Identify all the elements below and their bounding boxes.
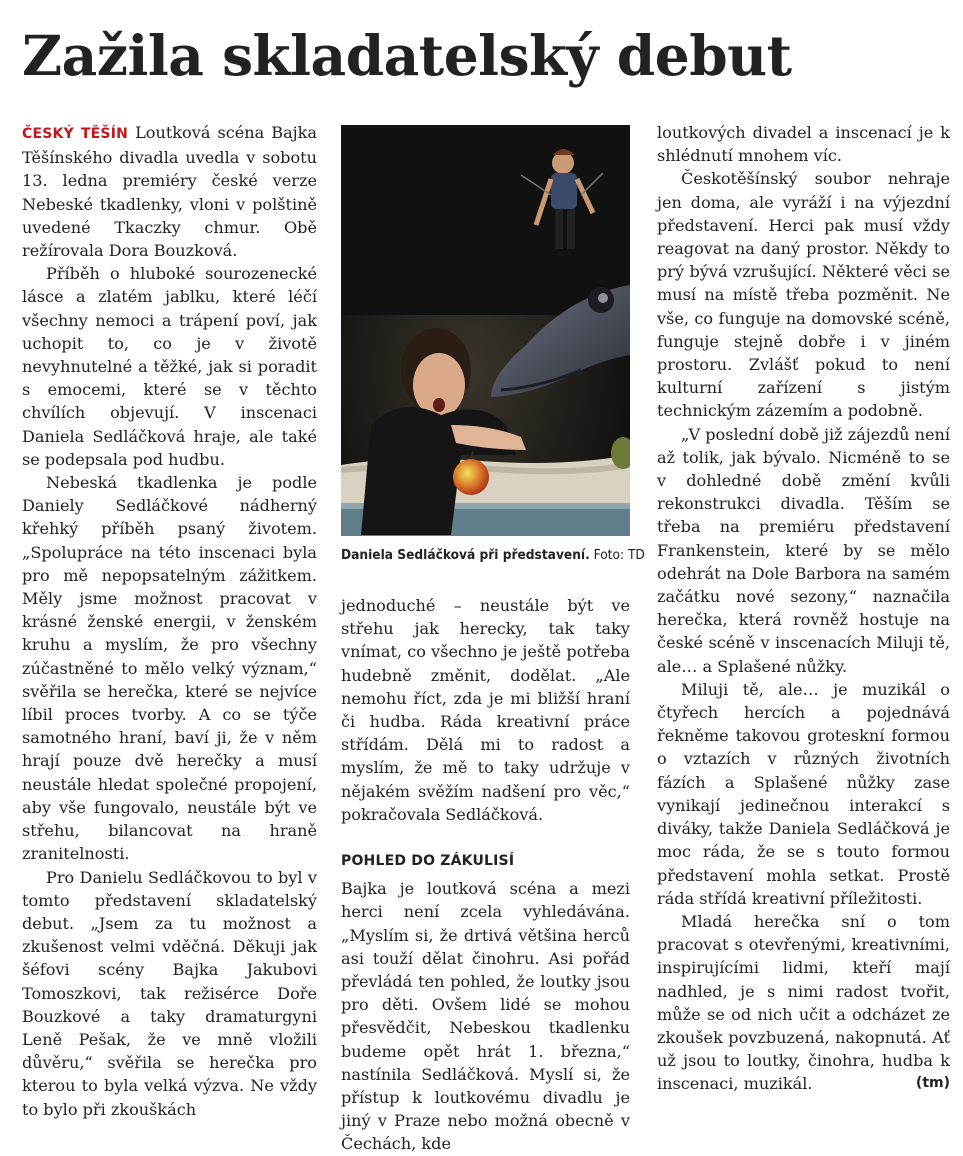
- paragraph: [657, 910, 950, 1096]
- article-column-2: [341, 594, 630, 1156]
- photo-credit: Foto: TD: [593, 547, 645, 563]
- paragraph: Miluji tě, ale… je muzikál o čtyřech hercích a pojednává řekněme takovou groteskní formou o vztazích v různých životních fázích a Splašené nůžky zase vynikají jedinečnou interakcí s diváky, takže Daniela Sedláčková je moc ráda, že se s touto formou představení mohla setkat. Prostě ráda střídá kreativní příležitosti.: [657, 679, 950, 908]
- article-photo: [341, 125, 630, 536]
- photo-caption: [341, 546, 645, 564]
- paragraph: Příběh o hluboké sourozenecké lásce a zlatém jablku, které léčí všechny nemoci a trápení poví, jak uchopit to, co je v životě nevyhnutelné a těžké, jak si poradit s emocemi, které se v těchto chvílích objevují. V inscenaci Daniela Sedláčková hraje, ale také se podepsala pod hudbu.: [22, 264, 317, 469]
- paragraph: jednoduché – neustále být ve střehu jak herecky, tak taky vnímat, co všechno je ještě potřeba hudebně změnit, dodělat. „Ale nemohu říct, zda je mi bližší hraní či hudba. Ráda kreativní práce střídám. Dělá mi to radost a myslím, že mě to taky udržuje v nějakém svěžím nadšení pro věc,“ pokračovala Sedláčková.: [341, 596, 630, 824]
- paragraph-text: Mladá herečka sní o tom pracovat s otevřenými, kreativními, inspirujícími lidmi, kteří mají nadhled, je s nimi radost tvořit, může se od nich učit a odcházet ze zkoušek povzbuzená, nakopnutá. Ať už jsou to loutky, činohra, hudba k inscenaci, muzikál.: [657, 911, 950, 1094]
- caption-text: Daniela Sedláčková při představení.: [341, 547, 590, 563]
- headline: Zažila skladatelský debut: [22, 23, 792, 88]
- dateline: ČESKÝ TĚŠÍN: [22, 126, 129, 142]
- author-signature: (tm): [915, 1075, 950, 1092]
- lead-paragraph: [22, 121, 317, 262]
- article-column-1: [22, 121, 317, 1121]
- article-column-3: [657, 121, 950, 1096]
- paragraph-text: Loutková scéna Bajka Těšínského divadla uvedla v sobotu 13. ledna premiéry české verze Nebeské tkadlenky, vloni v polštině uvedené Tkaczky chmur. Obě režírovala Dora Bouzková.: [22, 123, 317, 261]
- theatre-photo-icon: [341, 125, 630, 536]
- paragraph: Pro Danielu Sedláčkovou to byl v tomto představení skladatelský debut. „Jsem za tu možnost a zkušenost velmi vděčná. Děkuji jak šéfovi scény Bajka Jakubovi Tomoszkovi, tak režisérce Doře Bouzkové a taky dramaturgyni Leně Pešak, že ve mně vložili důvěru,“ svěřila se herečka pro kterou to byla velká výzva. Ne vždy to bylo při zkouškách: [22, 867, 317, 1119]
- paragraph: Nebeská tkadlenka je podle Daniely Sedláčkové nádherný křehký příběh psaný životem. „Spolupráce na této inscenaci byla pro mě nepopsatelným zážitkem. Měly jsme možnost pracovat v krásné ženské energii, v ženském kruhu a myslím, že pro všechny zúčastněné to mělo velký význam,“ svěřila se herečka, které se nejvíce líbil proces tvorby. A co se týče samotného hraní, baví ji, že v něm hrají pouze dvě herečky a musí neustále hledat společné propojení, aby vše fungovalo, neustále být ve střehu, bilancovat na hraně zranitelnosti.: [22, 473, 317, 864]
- paragraph: loutkových divadel a inscenací je k shlédnutí mnohem víc.: [657, 123, 950, 166]
- paragraph: Bajka je loutková scéna a mezi herci není zcela vyhledávána. „Myslím si, že drtivá většina herců asi touží dělat činohru. Asi pořád převládá ten pohled, že loutky jsou pro děti. Ovšem lidé se mohou přesvědčit, Nebeskou tkadlenku budeme opět hrát 1. března,“ nastínila Sedláčková. Myslí si, že přístup k loutkovému divadlu je jiný v Praze nebo možná obecně v Čechách, kde: [341, 879, 630, 1154]
- paragraph: „V poslední době již zájezdů není až tolik, jak bývalo. Nicméně to se v dohledné době změní kvůli rekonstrukci divadla. Těším se třeba na premiéru představení Frankenstein, které by se mělo odehrát na Dole Barbora na samém začátku nové sezony,“ naznačila herečka, která rovněž hostuje na české scéně v inscenacích Miluji tě, ale… a Splašené nůžky.: [657, 424, 950, 676]
- paragraph: Českotěšínský soubor nehraje jen doma, ale vyráží i na výjezdní představení. Herci pak musí vždy reagovat na daný prostor. Někdy to prý bývá vzrušující. Některé věci se musí na místě třeba pozměnit. Ne vše, co funguje na domovské scéně, funguje stejně dobře i v jiném prostoru. Zvlášť pokud to není kulturní zařízení s jistým technickým zázemím a podobně.: [657, 169, 950, 421]
- section-subhead: POHLED DO ZÁKULISÍ: [341, 853, 515, 870]
